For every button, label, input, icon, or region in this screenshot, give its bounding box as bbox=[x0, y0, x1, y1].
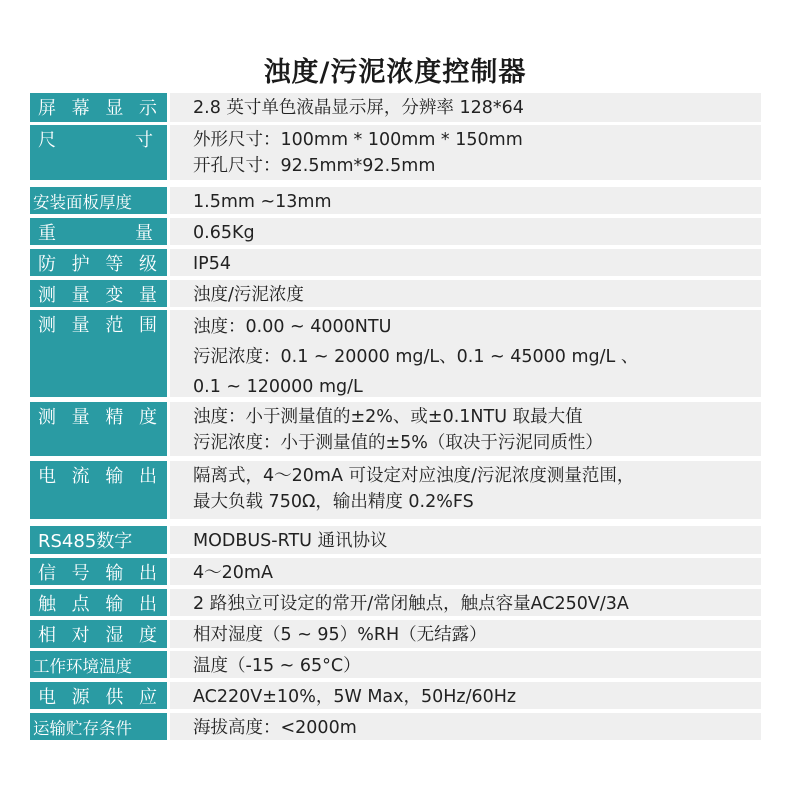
label-char: 尺 bbox=[38, 130, 56, 151]
row-label-text bbox=[38, 283, 157, 309]
label-char: 号 bbox=[71, 563, 90, 584]
table-row bbox=[30, 249, 761, 276]
row-value bbox=[170, 558, 761, 585]
table-row bbox=[30, 310, 761, 397]
row-value bbox=[170, 187, 761, 214]
value-line: 2.8 英寸单色液晶显示屏，分辨率 128*64 bbox=[193, 98, 524, 118]
value-line: 海拔高度：<2000m bbox=[193, 718, 357, 738]
row-value bbox=[170, 461, 761, 519]
value-line: AC220V±10%，5W Max，50Hz/60Hz bbox=[193, 687, 517, 707]
label-char: 量 bbox=[71, 285, 90, 306]
table-row bbox=[30, 526, 761, 554]
row-label-text bbox=[38, 252, 157, 278]
row-value bbox=[170, 280, 761, 307]
label-char: 点 bbox=[71, 594, 90, 615]
row-label bbox=[30, 280, 167, 307]
row-value bbox=[170, 651, 761, 678]
row-label bbox=[30, 682, 167, 709]
row-label bbox=[30, 713, 167, 740]
label-char: 流 bbox=[71, 466, 90, 487]
table-row bbox=[30, 125, 761, 180]
row-label bbox=[30, 526, 167, 554]
row-label-text: 运输贮存条件 bbox=[33, 719, 132, 738]
value-line: 浊度/污泥浓度 bbox=[193, 285, 304, 305]
row-value bbox=[170, 218, 761, 245]
label-char: 对 bbox=[71, 625, 90, 646]
row-label-text bbox=[38, 313, 157, 339]
label-char: 输 bbox=[105, 594, 124, 615]
label-char: 输 bbox=[105, 466, 124, 487]
label-char: 电 bbox=[38, 687, 56, 708]
value-line: MODBUS-RTU 通讯协议 bbox=[193, 531, 388, 551]
label-char: 显 bbox=[105, 98, 124, 119]
label-char: 等 bbox=[105, 254, 124, 275]
table-row bbox=[30, 402, 761, 456]
row-label-text bbox=[38, 685, 157, 711]
label-char: 量 bbox=[71, 407, 90, 428]
label-char: 湿 bbox=[105, 625, 124, 646]
value-line: 0.1 ~ 120000 mg/L bbox=[193, 377, 363, 397]
row-value bbox=[170, 620, 761, 648]
table-row bbox=[30, 461, 761, 519]
row-label bbox=[30, 218, 167, 245]
value-line: 最大负载 750Ω，输出精度 0.2%FS bbox=[193, 492, 474, 512]
label-char: 量 bbox=[135, 223, 153, 244]
value-line: 2 路独立可设定的常开/常闭触点，触点容量AC250V/3A bbox=[193, 594, 629, 614]
table-row bbox=[30, 558, 761, 585]
row-value bbox=[170, 310, 761, 397]
row-label bbox=[30, 651, 167, 678]
row-value bbox=[170, 93, 761, 122]
value-line: 开孔尺寸：92.5mm*92.5mm bbox=[193, 156, 436, 176]
row-label-text: 安装面板厚度 bbox=[33, 193, 132, 212]
row-label-text bbox=[38, 623, 157, 649]
label-char: 围 bbox=[138, 315, 157, 336]
value-line: 4～20mA bbox=[193, 563, 273, 583]
table-row bbox=[30, 280, 761, 307]
page-title: 浊度/污泥浓度控制器 bbox=[263, 57, 527, 88]
label-char: 输 bbox=[105, 563, 124, 584]
table-row bbox=[30, 682, 761, 709]
row-label bbox=[30, 558, 167, 585]
label-char: 精 bbox=[105, 407, 124, 428]
row-value bbox=[170, 125, 761, 180]
row-value bbox=[170, 526, 761, 554]
label-char: 出 bbox=[138, 594, 157, 615]
table-row bbox=[30, 187, 761, 214]
label-char: 度 bbox=[138, 625, 157, 646]
label-char: 源 bbox=[71, 687, 90, 708]
table-row bbox=[30, 218, 761, 245]
label-char: 电 bbox=[38, 466, 56, 487]
label-char: 测 bbox=[38, 407, 56, 428]
label-char: 寸 bbox=[135, 130, 153, 151]
row-label-text bbox=[38, 405, 157, 431]
row-label-text bbox=[38, 464, 157, 490]
table-row bbox=[30, 620, 761, 648]
row-label bbox=[30, 589, 167, 616]
value-line: 浊度：小于测量值的±2%、或±0.1NTU 取最大值 bbox=[193, 407, 583, 427]
value-line: 外形尺寸：100mm * 100mm * 150mm bbox=[193, 130, 523, 150]
value-line: 温度（-15 ~ 65°C） bbox=[193, 656, 361, 676]
label-char: 触 bbox=[38, 594, 56, 615]
label-char: 测 bbox=[38, 285, 56, 306]
value-line: 0.65Kg bbox=[193, 223, 255, 243]
label-char: 应 bbox=[138, 687, 157, 708]
label-char: 信 bbox=[38, 563, 56, 584]
value-line: 污泥浓度：0.1 ~ 20000 mg/L、0.1 ~ 45000 mg/L 、 bbox=[193, 347, 639, 367]
value-line: 污泥浓度：小于测量值的±5%（取决于污泥同质性） bbox=[193, 433, 603, 453]
label-char: 量 bbox=[138, 285, 157, 306]
label-char: 量 bbox=[71, 315, 90, 336]
row-label-text bbox=[38, 592, 157, 618]
row-label bbox=[30, 310, 167, 397]
row-label-text bbox=[38, 561, 157, 587]
row-label bbox=[30, 402, 167, 456]
value-line: 相对湿度（5 ~ 95）%RH（无结露） bbox=[193, 625, 487, 645]
row-label-text: RS485数字 bbox=[38, 531, 133, 552]
table-row bbox=[30, 651, 761, 678]
label-char: 示 bbox=[138, 98, 157, 119]
table-row bbox=[30, 713, 761, 740]
row-label-text bbox=[38, 96, 157, 122]
label-char: 级 bbox=[138, 254, 157, 275]
value-line: 1.5mm ~13mm bbox=[193, 192, 332, 212]
label-char: 变 bbox=[105, 285, 124, 306]
row-value bbox=[170, 402, 761, 456]
row-label bbox=[30, 125, 167, 180]
label-char: 度 bbox=[138, 407, 157, 428]
row-label-text: 工作环境温度 bbox=[33, 657, 132, 676]
label-char: 护 bbox=[71, 254, 90, 275]
label-char: 出 bbox=[138, 466, 157, 487]
table-row bbox=[30, 93, 761, 122]
label-char: 范 bbox=[105, 315, 124, 336]
table-row bbox=[30, 589, 761, 616]
row-label-text bbox=[38, 128, 157, 154]
label-char: 供 bbox=[105, 687, 124, 708]
row-value bbox=[170, 589, 761, 616]
row-label bbox=[30, 249, 167, 276]
row-value bbox=[170, 249, 761, 276]
value-line: IP54 bbox=[193, 254, 231, 274]
row-label bbox=[30, 93, 167, 122]
row-label bbox=[30, 620, 167, 648]
label-char: 相 bbox=[38, 625, 56, 646]
label-char: 幕 bbox=[71, 98, 90, 119]
row-label bbox=[30, 461, 167, 519]
label-char: 防 bbox=[38, 254, 56, 275]
label-char: 屏 bbox=[38, 98, 56, 119]
label-char: 出 bbox=[138, 563, 157, 584]
label-char: 测 bbox=[38, 315, 56, 336]
value-line: 隔离式，4～20mA 可设定对应浊度/污泥浓度测量范围， bbox=[193, 466, 635, 486]
row-value bbox=[170, 682, 761, 709]
row-label-text bbox=[38, 221, 157, 247]
row-label bbox=[30, 187, 167, 214]
label-char: 重 bbox=[38, 223, 56, 244]
value-line: 浊度：0.00 ~ 4000NTU bbox=[193, 317, 392, 337]
row-value bbox=[170, 713, 761, 740]
